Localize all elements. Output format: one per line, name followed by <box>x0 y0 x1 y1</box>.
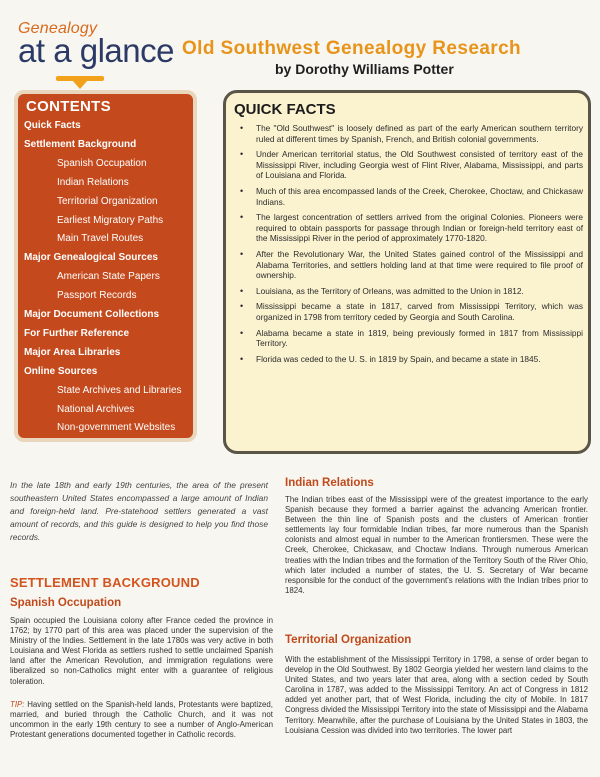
quick-fact-text: Mississippi became a state in 1817, carved from Mississippi Territory, which was organized in 1798 from territory ceded by Georgia and South Carolina. <box>256 301 583 322</box>
contents-heading: CONTENTS <box>26 98 111 115</box>
quick-fact-item <box>238 149 583 181</box>
quick-fact-item <box>238 328 583 349</box>
brand-title: at a glance <box>18 32 174 69</box>
quick-facts-list <box>238 123 583 369</box>
bullet-icon: • <box>240 301 244 312</box>
quick-fact-text: Alabama became a state in 1819, being previously formed in 1817 from Mississippi Territory. <box>256 327 583 349</box>
contents-item[interactable]: American State Papers <box>57 271 160 283</box>
quick-fact-item <box>238 286 583 297</box>
brand-arrow-icon <box>72 80 88 89</box>
quick-facts-heading: QUICK FACTS <box>234 101 336 118</box>
indian-relations-text: The Indian tribes east of the Mississippi were of the greatest importance to the early Spanish because they formed a barrier against the advancing American frontier. Between the thin line of Spanish posts and the clusters of American frontier settlements lay four formidable Indian tribes, far more numerous than the Spanish colonists and almost equal in number to the American frontiersmen. These were the Creek, Cherokee, Chickasaw, and Choctaw Indians. Through numerous American treaties with the Indian tribes and the formation of the Territory South of the River Ohio, which later included a number of states, the U. S. Secretary of War became responsible for the conduct of the government's relations with the Indian tribes prior to 1824. <box>285 495 588 595</box>
territorial-organization-heading: Territorial Organization <box>285 634 412 646</box>
quick-fact-item <box>238 354 583 365</box>
quick-fact-text: The largest concentration of settlers arrived from the original Colonies. Pioneers were required to obtain passports for passage through Indian or foreign-held territory east of the Mississippi River in the period of approximately 1770-1820. <box>256 212 583 244</box>
territorial-organization-text: With the establishment of the Mississippi Territory in 1798, a sense of order began to develop in the Old Southwest. By 1802 Georgia yielded her western land claims to the United States, and two years later that area, along with a section ceded by South Carolina in 1787, was added to the Mississippi Territory. An act of Congress in 1812 added yet another part, that of West Florida, including the city of Mobile. In 1817 Congress divided the Mississippi Territory into the state of Mississippi and the Alabama Territory. Meanwhile, after the purchase of Louisiana by the United States in 1803, the Louisiana Cession was divided into two territories. The lower part <box>285 655 588 735</box>
tip-text: Having settled on the Spanish-held lands, Protestants were baptized, married, and buried through the Catholic Church, and it was not uncommon in the early 19th century to see a number of Anglo-American Protestant generations documented together in Catholic records. <box>10 700 273 740</box>
quick-facts-box <box>223 90 591 454</box>
bullet-icon: • <box>240 248 244 259</box>
intro-paragraph: In the late 18th and early 19th centuries, the area of the present southeastern United States encompassed a large amount of Indian and foreign-held land. Pre-statehood settlers generated a vast amount of records, and this guide is designed to help you find those records. <box>10 480 268 542</box>
quick-fact-item <box>238 212 583 244</box>
bullet-icon: • <box>240 185 244 196</box>
indian-relations-heading: Indian Relations <box>285 477 374 489</box>
settlement-heading: SETTLEMENT BACKGROUND <box>10 575 200 590</box>
contents-item[interactable]: For Further Reference <box>24 327 130 339</box>
tip-label: TIP: <box>10 700 25 709</box>
brand-series-label: Genealogy <box>18 20 98 37</box>
quick-fact-item <box>238 249 583 281</box>
quick-fact-text: The "Old Southwest" is loosely defined as part of the early American southern territory ruled at different times by Spanish, French, and British colonial governments. <box>256 123 583 144</box>
quick-fact-item <box>238 301 583 322</box>
bullet-icon: • <box>240 353 244 364</box>
contents-item[interactable]: Indian Relations <box>57 176 129 188</box>
quick-fact-text: Louisiana, as the Territory of Orleans, was admitted to the Union in 1812. <box>256 285 524 296</box>
contents-item[interactable]: Passport Records <box>57 290 137 302</box>
contents-box <box>14 90 197 442</box>
brand-logo <box>18 20 178 86</box>
contents-item[interactable]: Territorial Organization <box>57 195 158 207</box>
bullet-icon: • <box>240 285 244 296</box>
quick-fact-item <box>238 186 583 207</box>
contents-item[interactable]: Spanish Occupation <box>57 157 147 169</box>
bullet-icon: • <box>240 123 244 133</box>
contents-item[interactable]: State Archives and Libraries <box>57 384 182 396</box>
quick-fact-text: Florida was ceded to the U. S. in 1819 by Spain, and became a state in 1845. <box>256 353 541 364</box>
contents-item[interactable]: Major Area Libraries <box>24 346 121 358</box>
quick-fact-text: Under American territorial status, the Old Southwest consisted of territory east of the Mississippi River, including Georgia west of Flint River, Alabama, Mississippi, and parts of Louisiana and Florida. <box>256 149 583 181</box>
bullet-icon: • <box>240 212 244 223</box>
contents-item[interactable]: Main Travel Routes <box>57 233 144 245</box>
document-author: by Dorothy Williams Potter <box>275 61 454 77</box>
quick-fact-text: After the Revolutionary War, the United States gained control of the Mississippi and Alabama Territories, and settlers holding land at that time were required to file proof of ownership. <box>256 248 583 281</box>
contents-item[interactable]: Settlement Background <box>24 138 137 150</box>
spanish-occupation-heading: Spanish Occupation <box>10 597 122 609</box>
contents-item[interactable]: Non-government Websites <box>57 422 176 434</box>
contents-item[interactable]: Major Document Collections <box>24 309 160 320</box>
contents-item[interactable]: Major Genealogical Sources <box>24 252 158 264</box>
document-title: Old Southwest Genealogy Research <box>182 38 522 59</box>
contents-item[interactable]: Earliest Migratory Paths <box>57 214 164 226</box>
bullet-icon: • <box>240 327 244 338</box>
contents-item[interactable]: Online Sources <box>24 365 98 377</box>
spanish-occupation-text: Spain occupied the Louisiana colony after France ceded the province in 1762; by 1770 part of this area was placed under the supervision of the Ministry of the Indies. Settlement in the late 1780s was very active in both Louisiana and West Florida as settlers rushed to settle unclaimed Spanish land after the American Revolution, and immigration regulations were liberalized so non-Catholics might enter with a guarantee of religious toleration. <box>10 616 273 686</box>
quick-fact-text: Much of this area encompassed lands of the Creek, Cherokee, Choctaw, and Chickasaw Indians. <box>256 185 583 207</box>
bullet-icon: • <box>240 149 244 160</box>
contents-item[interactable]: Quick Facts <box>24 120 81 131</box>
tip-paragraph <box>10 700 273 740</box>
quick-fact-item <box>238 123 583 144</box>
contents-item[interactable]: National Archives <box>57 403 135 415</box>
